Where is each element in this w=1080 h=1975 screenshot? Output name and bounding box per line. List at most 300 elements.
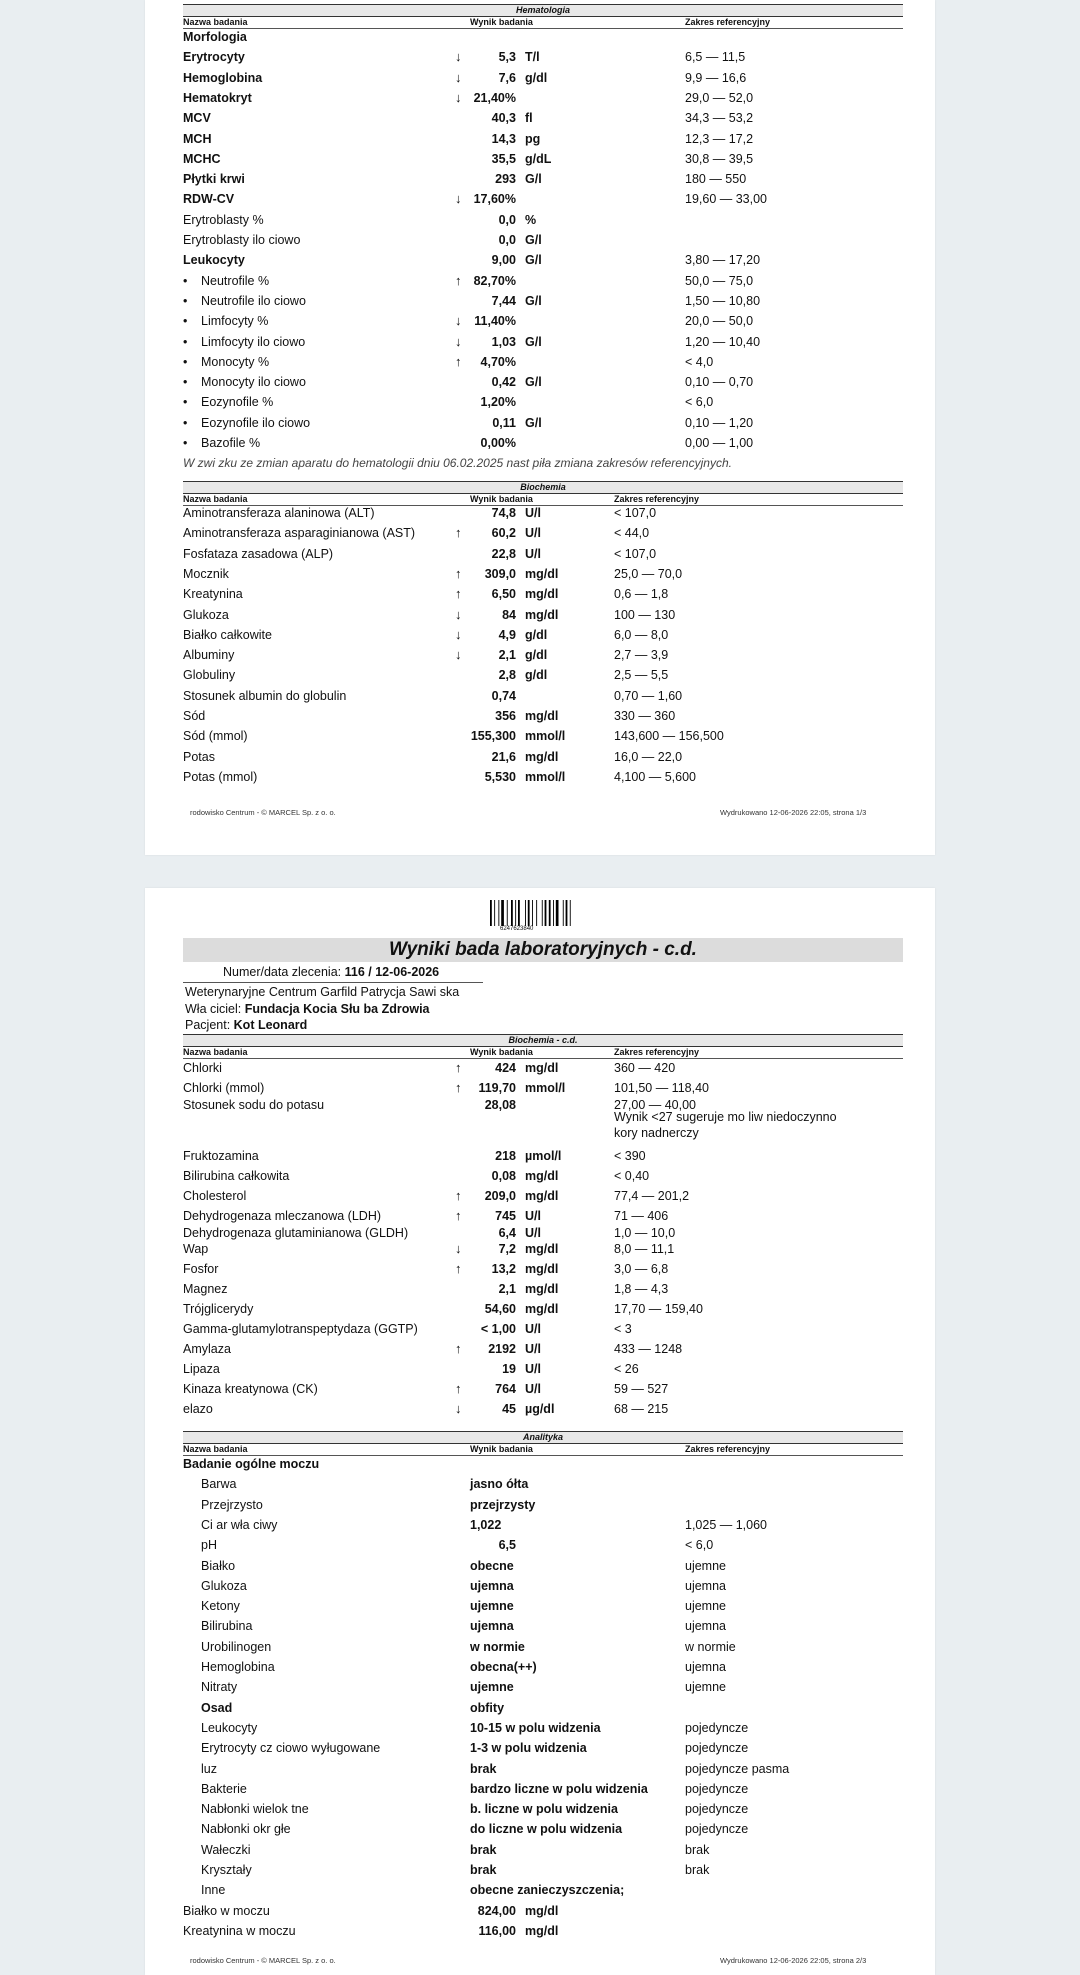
test-name: Chlorki xyxy=(183,1061,222,1075)
test-value: 4,9 xyxy=(498,627,516,642)
reference-range: ujemne xyxy=(685,1558,726,1573)
col-name-header: Nazwa badania xyxy=(183,494,248,504)
test-name: Fosfataza zasadowa (ALP) xyxy=(183,546,334,561)
reference-range: pojedyncze xyxy=(685,1741,749,1756)
table-row xyxy=(183,372,903,392)
test-value: obecne xyxy=(470,1558,514,1573)
reference-range: < 6,0 xyxy=(685,1538,714,1553)
table-row xyxy=(183,1657,903,1677)
bullet-icon: • xyxy=(183,293,188,308)
table-row xyxy=(183,1279,903,1299)
test-name: Przejrzysto xyxy=(201,1497,263,1512)
barcode-number: 6247623840 xyxy=(500,926,534,932)
test-unit: mg/dl xyxy=(525,1923,559,1938)
barcode-bar xyxy=(498,900,499,926)
table-row xyxy=(183,747,903,767)
reference-range: < 3 xyxy=(614,1322,632,1336)
test-value: brak xyxy=(470,1863,497,1877)
reference-range: 1,0 — 10,0 xyxy=(614,1226,676,1240)
table-row xyxy=(183,1860,903,1880)
table-row xyxy=(183,1535,903,1555)
arrow-down-icon: ↓ xyxy=(455,1401,462,1416)
test-name: Hematokryt xyxy=(183,90,252,105)
table-row xyxy=(183,1379,903,1399)
test-name: Trójglicerydy xyxy=(183,1302,254,1316)
reference-range: brak xyxy=(685,1842,710,1857)
test-value: 0,0 xyxy=(498,212,516,227)
test-value: 45 xyxy=(502,1402,516,1416)
test-name: Dehydrogenaza mleczanowa (LDH) xyxy=(183,1209,382,1223)
table-row xyxy=(183,27,903,47)
test-unit: U/l xyxy=(525,1382,541,1396)
table-row xyxy=(183,564,903,584)
test-unit: G/l xyxy=(525,375,542,390)
test-name: Osad xyxy=(201,1700,233,1715)
order-divider xyxy=(183,982,483,983)
analytics-section-bar xyxy=(183,1431,903,1444)
barcode-bar xyxy=(570,900,571,926)
test-name: Białko w moczu xyxy=(183,1903,270,1918)
table-row xyxy=(183,47,903,67)
hematology-section-bar xyxy=(183,4,903,17)
table-row xyxy=(183,1616,903,1636)
col-range-header: Zakres referencyjny xyxy=(685,17,771,27)
test-name: Amylaza xyxy=(183,1342,231,1356)
test-name: Potas (mmol) xyxy=(183,769,258,784)
test-name: RDW-CV xyxy=(183,192,235,207)
test-name: Erytroblasty ilo ciowo xyxy=(183,233,301,247)
table-row xyxy=(183,1454,903,1474)
arrow-down-icon: ↓ xyxy=(455,191,462,207)
col-result-header: Wynik badania xyxy=(470,494,533,504)
table-row xyxy=(183,433,903,453)
test-unit: G/l xyxy=(525,233,542,247)
test-value: 309,0 xyxy=(484,566,516,581)
test-unit: mg/dl xyxy=(525,1061,559,1075)
reference-range: 0,6 — 1,8 xyxy=(614,587,669,602)
test-unit: mg/dl xyxy=(525,1169,559,1183)
table-row xyxy=(183,1259,903,1279)
test-unit: U/l xyxy=(525,546,541,561)
arrow-down-icon: ↓ xyxy=(455,69,462,85)
test-unit: G/l xyxy=(525,415,542,430)
test-value: 764 xyxy=(495,1382,516,1396)
test-name: Erytroblasty % xyxy=(183,212,264,227)
test-name: Mocznik xyxy=(183,566,229,581)
table-row xyxy=(183,392,903,412)
test-value: 155,300 xyxy=(470,729,516,744)
barcode-bar xyxy=(553,900,554,926)
test-value: 7,44 xyxy=(491,293,516,308)
test-value: 424 xyxy=(495,1061,516,1075)
test-name: Fruktozamina xyxy=(183,1149,259,1163)
reference-range: 0,10 — 1,20 xyxy=(685,415,754,430)
table-row xyxy=(183,503,903,523)
col-name-header: Nazwa badania xyxy=(183,1444,248,1454)
test-unit: mg/dl xyxy=(525,1262,559,1276)
test-value: 13,2 xyxy=(491,1262,516,1276)
test-name: Kryształy xyxy=(201,1863,252,1877)
reference-range: pojedyncze xyxy=(685,1781,749,1796)
test-name: Leukocyty xyxy=(183,253,245,268)
arrow-down-icon: ↓ xyxy=(455,333,462,349)
test-value: 0,0 xyxy=(498,233,516,247)
arrow-up-icon: ↑ xyxy=(455,353,462,369)
test-value: 0,00% xyxy=(480,436,516,450)
col-result-header: Wynik badania xyxy=(470,17,533,27)
table-row xyxy=(183,523,903,543)
table-row xyxy=(183,149,903,169)
test-value: 745 xyxy=(495,1209,516,1223)
table-row xyxy=(183,665,903,685)
test-unit: U/l xyxy=(525,1342,541,1356)
table-row xyxy=(183,767,903,787)
test-value: 293 xyxy=(495,172,516,187)
report-page-1 xyxy=(145,0,935,855)
test-name: Eozynofile ilo ciowo xyxy=(201,415,311,430)
test-unit: pg xyxy=(525,131,541,146)
table-row xyxy=(183,88,903,108)
test-unit: mmol/l xyxy=(525,769,566,784)
test-name: Potas xyxy=(183,749,215,764)
reference-range: 8,0 — 11,1 xyxy=(614,1242,675,1256)
test-unit: mg/dl xyxy=(525,749,559,764)
reference-range: 30,8 — 39,5 xyxy=(685,151,754,166)
test-name: pH xyxy=(201,1538,217,1553)
bullet-icon: • xyxy=(183,334,188,349)
reference-range: < 44,0 xyxy=(614,526,650,541)
test-value: brak xyxy=(470,1761,497,1776)
test-value: b. liczne w polu widzenia xyxy=(470,1802,618,1817)
reference-range: < 26 xyxy=(614,1362,639,1376)
hematology-section-title: Hematologia xyxy=(515,5,570,15)
reference-range: 16,0 — 22,0 xyxy=(614,749,683,764)
reference-range: brak xyxy=(685,1863,710,1877)
arrow-up-icon: ↑ xyxy=(455,1381,462,1396)
test-value: w normie xyxy=(470,1639,525,1654)
test-value: 0,74 xyxy=(491,688,516,703)
test-name: elazo xyxy=(183,1402,213,1416)
barcode-bar xyxy=(494,900,495,926)
test-value: 2,1 xyxy=(498,648,516,663)
test-unit: G/l xyxy=(525,253,542,268)
table-row xyxy=(183,1718,903,1738)
test-unit: mmol/l xyxy=(525,729,566,744)
table-row xyxy=(183,1819,903,1839)
col-range-header: Zakres referencyjny xyxy=(614,494,700,504)
table-row xyxy=(183,291,903,311)
test-value: 1-3 w polu widzenia xyxy=(470,1741,587,1756)
barcode-bar xyxy=(566,900,568,926)
test-name: Erytrocyty xyxy=(183,50,245,65)
table-row xyxy=(183,230,903,250)
document-title: Wyniki bada laboratoryjnych - c.d. xyxy=(183,938,903,962)
test-unit: mg/dl xyxy=(525,587,559,602)
patient-info xyxy=(185,1018,307,1032)
test-name: Ketony xyxy=(201,1599,240,1614)
bullet-icon: • xyxy=(183,273,188,288)
test-name: Fosfor xyxy=(183,1262,219,1276)
arrow-down-icon: ↓ xyxy=(455,606,462,622)
test-value: 54,60 xyxy=(484,1302,516,1316)
barcode-bar xyxy=(501,900,504,926)
test-value: do liczne w polu widzenia xyxy=(470,1822,623,1837)
col-range-header: Zakres referencyjny xyxy=(614,1047,700,1057)
test-name: Sód (mmol) xyxy=(183,729,248,744)
test-value: 19 xyxy=(502,1362,516,1376)
reference-range: 143,600 — 156,500 xyxy=(614,729,724,744)
col-name-header: Nazwa badania xyxy=(183,17,248,27)
test-unit: g/dl xyxy=(525,648,548,663)
test-value: 0,42 xyxy=(491,375,516,390)
test-value: ujemna xyxy=(470,1619,514,1634)
table-row xyxy=(183,108,903,128)
test-name: luz xyxy=(201,1761,217,1776)
test-name: Chlorki (mmol) xyxy=(183,1081,265,1095)
arrow-up-icon: ↑ xyxy=(455,272,462,288)
test-name: Bakterie xyxy=(201,1781,247,1796)
test-name: Kinaza kreatynowa (CK) xyxy=(183,1382,318,1396)
test-unit: mg/dl xyxy=(525,1282,559,1296)
test-unit: mg/dl xyxy=(525,709,559,723)
test-name: Płytki krwi xyxy=(183,172,245,187)
footer-right: Wydrukowano 12-06-2026 22:05, strona 1/3 xyxy=(720,808,867,817)
test-value: 0,11 xyxy=(492,415,516,430)
arrow-down-icon: ↓ xyxy=(455,49,462,65)
table-row xyxy=(183,413,903,433)
test-unit: G/l xyxy=(525,172,542,187)
reference-range: 100 — 130 xyxy=(614,607,676,622)
test-value: 218 xyxy=(495,1149,516,1163)
test-value: 6,5 xyxy=(498,1538,516,1553)
arrow-up-icon: ↑ xyxy=(455,525,462,541)
arrow-up-icon: ↑ xyxy=(455,1261,462,1276)
test-value: 84 xyxy=(502,607,516,622)
test-value: 6,4 xyxy=(498,1226,516,1240)
reference-range: 27,00 — 40,00 xyxy=(614,1098,697,1112)
table-row xyxy=(183,605,903,625)
col-range-header: Zakres referencyjny xyxy=(685,1444,771,1454)
reference-range: 29,0 — 52,0 xyxy=(685,90,754,105)
table-row xyxy=(183,1515,903,1535)
test-value: obecna(++) xyxy=(470,1660,537,1674)
reference-range: 6,5 — 11,5 xyxy=(685,50,746,65)
test-name: Hemoglobina xyxy=(201,1660,275,1674)
arrow-up-icon: ↑ xyxy=(455,1188,462,1203)
test-value: 2,1 xyxy=(498,1282,516,1296)
test-name: Barwa xyxy=(201,1477,237,1492)
test-value: ujemne xyxy=(470,1680,514,1695)
test-name: Monocyty ilo ciowo xyxy=(201,375,306,390)
arrow-down-icon: ↓ xyxy=(455,313,462,329)
reference-range: pojedyncze xyxy=(685,1822,749,1837)
test-unit: % xyxy=(525,212,537,227)
table-row xyxy=(183,1738,903,1758)
bullet-icon: • xyxy=(183,395,188,410)
na-k-note-line1: Wynik <27 sugeruje mo liw niedoczynno xyxy=(614,1110,837,1124)
bullet-icon: • xyxy=(183,415,188,430)
test-name: Stosunek sodu do potasu xyxy=(183,1098,325,1112)
test-name: Wałeczki xyxy=(201,1842,251,1857)
reference-range: 4,100 — 5,600 xyxy=(614,769,697,784)
barcode-bar xyxy=(549,900,551,926)
test-value: 11,40% xyxy=(474,314,516,329)
reference-range: 2,7 — 3,9 xyxy=(614,648,669,663)
reference-range: 20,0 — 50,0 xyxy=(685,314,754,329)
reference-range: 50,0 — 75,0 xyxy=(685,273,754,288)
reference-range: ujemna xyxy=(685,1619,726,1634)
test-value: 10-15 w polu widzenia xyxy=(470,1720,601,1735)
test-value: 7,2 xyxy=(498,1242,516,1256)
test-value: 1,03 xyxy=(491,334,516,349)
table-row xyxy=(183,1880,903,1900)
test-name: Eozynofile % xyxy=(201,395,274,410)
test-name: Aminotransferaza asparaginianowa (AST) xyxy=(183,526,416,541)
table-row xyxy=(183,1474,903,1494)
arrow-down-icon: ↓ xyxy=(455,647,462,663)
reference-range: pojedyncze pasma xyxy=(685,1761,790,1776)
test-value: 60,2 xyxy=(491,526,516,541)
na-k-note-line2: kory nadnerczy xyxy=(614,1126,699,1140)
biochemistry-section-title: Biochemia xyxy=(520,482,566,492)
test-name: MCH xyxy=(183,131,212,146)
table-row xyxy=(183,169,903,189)
reference-range: 0,70 — 1,60 xyxy=(614,688,683,703)
test-name: Stosunek albumin do globulin xyxy=(183,688,347,703)
table-row xyxy=(183,1299,903,1319)
table-row xyxy=(183,1166,903,1186)
test-value: 6,50 xyxy=(491,587,516,602)
arrow-down-icon: ↓ xyxy=(455,626,462,642)
barcode-bar xyxy=(545,900,547,926)
test-value: 116,00 xyxy=(478,1923,516,1938)
clinic-name: Weterynaryjne Centrum Garfild Patrycja Sawi ska xyxy=(185,985,460,999)
test-value: bardzo liczne w polu widzenia xyxy=(470,1781,648,1796)
table-row xyxy=(183,1556,903,1576)
reference-range: 0,00 — 1,00 xyxy=(685,436,754,450)
barcode-bar xyxy=(563,900,564,926)
biochemistry-cd-section-bar xyxy=(183,1034,903,1047)
reference-range: 6,0 — 8,0 xyxy=(614,627,669,642)
reference-range: 3,80 — 17,20 xyxy=(685,253,761,268)
table-row xyxy=(183,1359,903,1379)
reference-range: 19,60 — 33,00 xyxy=(685,192,768,207)
table-row xyxy=(183,1576,903,1596)
reference-range: ujemna xyxy=(685,1660,726,1674)
table-row xyxy=(183,1698,903,1718)
reference-range: < 107,0 xyxy=(614,546,657,561)
barcode-bar xyxy=(542,900,543,926)
table-row xyxy=(183,129,903,149)
test-name: Glukoza xyxy=(201,1578,247,1593)
report-page-2 xyxy=(145,888,935,1975)
table-row xyxy=(183,544,903,564)
reference-range: 101,50 — 118,40 xyxy=(614,1081,709,1095)
test-unit: fl xyxy=(525,111,533,126)
reference-range: w normie xyxy=(685,1639,736,1654)
table-row xyxy=(183,1677,903,1697)
test-value: 1,20% xyxy=(480,395,516,410)
table-row xyxy=(183,726,903,746)
test-name: Lipaza xyxy=(183,1362,220,1376)
reference-range: 12,3 — 17,2 xyxy=(685,131,754,146)
reference-range: 0,10 — 0,70 xyxy=(685,375,754,390)
test-name: Kreatynina w moczu xyxy=(183,1923,296,1938)
barcode-bar xyxy=(515,900,516,926)
table-row xyxy=(183,1637,903,1657)
test-value: 5,530 xyxy=(484,769,516,784)
test-name: Globuliny xyxy=(183,668,236,683)
test-name: Monocyty % xyxy=(201,354,270,369)
test-value: 7,6 xyxy=(498,70,516,85)
test-name: Sód xyxy=(183,709,206,723)
test-name: Cholesterol xyxy=(183,1189,247,1203)
arrow-up-icon: ↑ xyxy=(455,1080,462,1095)
test-value: 2192 xyxy=(488,1342,516,1356)
table-row xyxy=(183,210,903,230)
reference-range: ujemne xyxy=(685,1680,726,1695)
barcode-image xyxy=(490,900,590,926)
reference-range: < 4,0 xyxy=(685,354,714,369)
test-name: Badanie ogólne moczu xyxy=(183,1457,320,1471)
test-name: Bilirubina całkowita xyxy=(183,1169,290,1183)
table-row xyxy=(183,1399,903,1419)
reference-range: 1,20 — 10,40 xyxy=(685,334,761,349)
bullet-icon: • xyxy=(183,314,188,329)
test-value: ujemne xyxy=(470,1599,514,1614)
barcode-bar xyxy=(507,900,508,926)
test-value: obfity xyxy=(470,1700,505,1715)
table-row xyxy=(183,706,903,726)
test-value: przejrzysty xyxy=(470,1497,536,1512)
barcode-bar xyxy=(525,900,526,926)
test-name: Magnez xyxy=(183,1282,228,1296)
test-unit: g/dl xyxy=(525,668,548,683)
table-row xyxy=(183,1186,903,1206)
test-unit: G/l xyxy=(525,334,542,349)
test-name: Ci ar wła ciwy xyxy=(201,1517,278,1532)
test-value: 824,00 xyxy=(477,1903,516,1918)
table-row xyxy=(183,1058,903,1078)
biochemistry-section-bar xyxy=(183,481,903,494)
test-unit: mg/dl xyxy=(525,1189,559,1203)
test-name: Leukocyty xyxy=(201,1720,258,1735)
reference-range: 180 — 550 xyxy=(685,172,747,187)
test-unit: g/dl xyxy=(525,627,548,642)
reference-range: 59 — 527 xyxy=(614,1382,669,1396)
reference-range: 68 — 215 xyxy=(614,1402,669,1416)
arrow-down-icon: ↓ xyxy=(455,1241,462,1256)
test-name: Inne xyxy=(201,1883,226,1898)
reference-range: 9,9 — 16,6 xyxy=(685,70,747,85)
table-row xyxy=(183,1901,903,1921)
arrow-up-icon: ↑ xyxy=(455,1208,462,1223)
test-value: 14,3 xyxy=(491,131,516,146)
table-row xyxy=(183,1921,903,1941)
test-name: Białko xyxy=(201,1558,236,1573)
col-result-header: Wynik badania xyxy=(470,1047,533,1057)
reference-range: ujemne xyxy=(685,1599,726,1614)
reference-range: 71 — 406 xyxy=(614,1209,669,1223)
test-unit: U/l xyxy=(525,526,541,541)
reference-range: < 390 xyxy=(614,1149,646,1163)
table-row xyxy=(183,1840,903,1860)
test-value: 28,08 xyxy=(484,1098,516,1112)
patient-label: Pacjent: xyxy=(185,1018,231,1032)
table-row xyxy=(183,645,903,665)
test-name: MCV xyxy=(183,111,211,126)
test-value: 209,0 xyxy=(484,1189,516,1203)
